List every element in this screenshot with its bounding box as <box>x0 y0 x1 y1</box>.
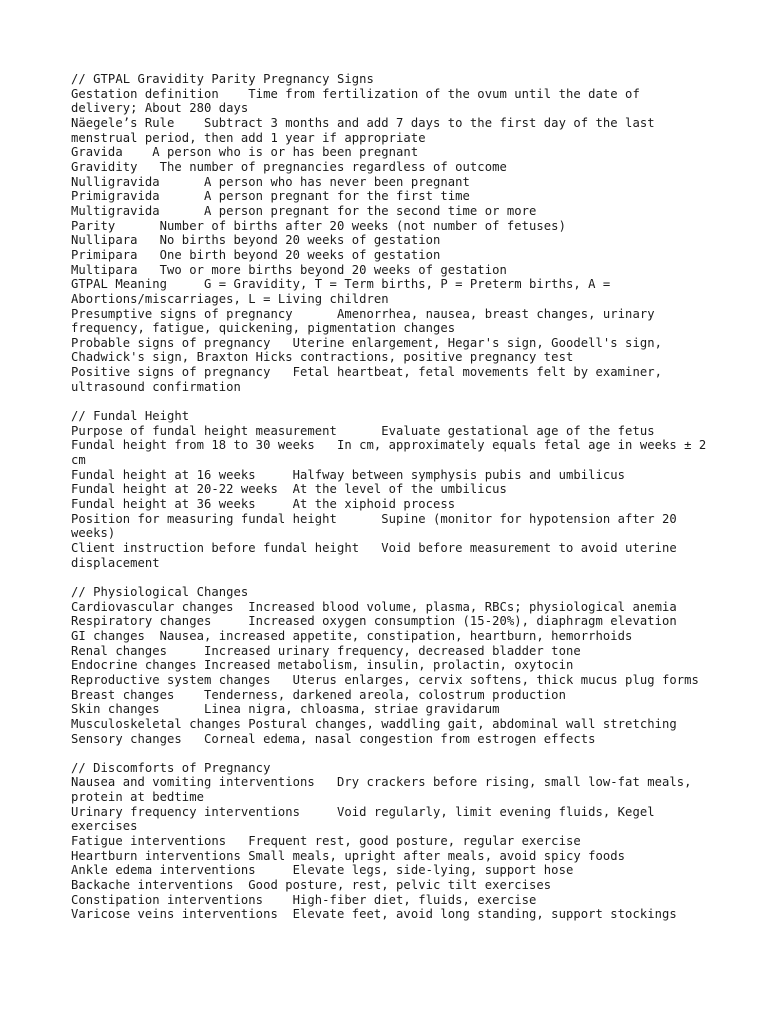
entry-line: Gravida A person who is or has been pregnant <box>71 145 419 160</box>
entry-line: Renal changes Increased urinary frequency, decreased bladder tone <box>71 643 581 658</box>
entry-line: Purpose of fundal height measurement Evaluate gestational age of the fetus <box>71 423 655 438</box>
document-body <box>71 72 714 937</box>
section-2 <box>71 585 711 746</box>
entry-line: Fundal height at 16 weeks Halfway between symphysis pubis and umbilicus <box>71 467 626 482</box>
entry-line: Nullipara No births beyond 20 weeks of gestation <box>71 233 441 248</box>
entry-line: GI changes Nausea, increased appetite, constipation, heartburn, hemorrhoids <box>71 628 633 643</box>
entry-line: GTPAL Meaning G = Gravidity, T = Term births, P = Preterm births, A = Abortions/miscarriages, L = Living children <box>71 277 618 306</box>
entry-line: Constipation interventions High-fiber diet, fluids, exercise <box>71 892 537 907</box>
entry-line: Gravidity The number of pregnancies regardless of outcome <box>71 159 507 174</box>
entry-line: Cardiovascular changes Increased blood volume, plasma, RBCs; physiological anemia <box>71 599 677 614</box>
entry-line: Sensory changes Corneal edema, nasal congestion from estrogen effects <box>71 731 596 746</box>
section-1 <box>71 409 714 570</box>
entry-line: Parity Number of births after 20 weeks (not number of fetuses) <box>71 218 566 233</box>
entry-line: Fundal height at 36 weeks At the xiphoid process <box>71 497 456 512</box>
section-heading: // Fundal Height <box>71 409 190 424</box>
entry-line: Client instruction before fundal height Void before measurement to avoid uterine displacement <box>71 540 685 570</box>
entry-line: Fundal height at 20-22 weeks At the level of the umbilicus <box>71 482 507 497</box>
entry-line: Varicose veins interventions Elevate feet, avoid long standing, support stockings <box>71 907 677 922</box>
entry-line: Nausea and vomiting interventions Dry crackers before rising, small low-fat meals, protein at bedtime <box>71 775 699 805</box>
entry-line: Näegele’s Rule Subtract 3 months and add 7 days to the first day of the last menstrual period, then add 1 year if appropriate <box>71 115 663 145</box>
section-3 <box>71 761 711 922</box>
entry-line: Urinary frequency interventions Void regularly, limit evening fluids, Kegel exercises <box>71 804 663 834</box>
section-heading: // Physiological Changes <box>71 584 249 599</box>
entry-line: Primigravida A person pregnant for the first time <box>71 189 470 204</box>
entry-line: Position for measuring fundal height Supine (monitor for hypotension after 20 weeks) <box>71 511 685 541</box>
entry-line: Reproductive system changes Uterus enlarges, cervix softens, thick mucus plug forms <box>71 672 699 687</box>
section-heading: // GTPAL Gravidity Parity Pregnancy Signs <box>71 72 374 86</box>
entry-line: Nulligravida A person who has never been pregnant <box>71 174 470 189</box>
entry-line: Gestation definition Time from fertilization of the ovum until the date of delivery; About 280 days <box>71 86 648 116</box>
entry-line: Breast changes Tenderness, darkened areola, colostrum production <box>71 687 566 702</box>
entry-line: Probable signs of pregnancy Uterine enlargement, Hegar's sign, Goodell's sign, Chadwick's sign, Braxton Hicks contractions, positive pregnancy test <box>71 335 670 365</box>
entry-line: Multigravida A person pregnant for the second time or more <box>71 203 537 218</box>
entry-line: Musculoskeletal changes Postural changes, waddling gait, abdominal wall stretching <box>71 716 677 731</box>
entry-line: Multipara Two or more births beyond 20 weeks of gestation <box>71 262 507 277</box>
entry-line: Presumptive signs of pregnancy Amenorrhea, nausea, breast changes, urinary frequency, fatigue, quickening, pigmentation changes <box>71 306 663 336</box>
section-heading: // Discomforts of Pregnancy <box>71 760 271 775</box>
entry-line: Heartburn interventions Small meals, upright after meals, avoid spicy foods <box>71 848 626 863</box>
section-0 <box>71 72 711 394</box>
entry-line: Ankle edema interventions Elevate legs, side-lying, support hose <box>71 863 574 878</box>
entry-line: Positive signs of pregnancy Fetal heartbeat, fetal movements felt by examiner, ultrasound confirmation <box>71 365 670 394</box>
entry-line: Backache interventions Good posture, rest, pelvic tilt exercises <box>71 878 552 893</box>
entry-line: Endocrine changes Increased metabolism, insulin, prolactin, oxytocin <box>71 658 574 673</box>
entry-line: Primipara One birth beyond 20 weeks of gestation <box>71 247 441 262</box>
entry-line: Fundal height from 18 to 30 weeks In cm, approximately equals fetal age in weeks ± 2 cm <box>71 438 714 468</box>
entry-line: Fatigue interventions Frequent rest, good posture, regular exercise <box>71 834 581 849</box>
entry-line: Respiratory changes Increased oxygen consumption (15-20%), diaphragm elevation <box>71 614 677 629</box>
entry-line: Skin changes Linea nigra, chloasma, striae gravidarum <box>71 702 500 717</box>
